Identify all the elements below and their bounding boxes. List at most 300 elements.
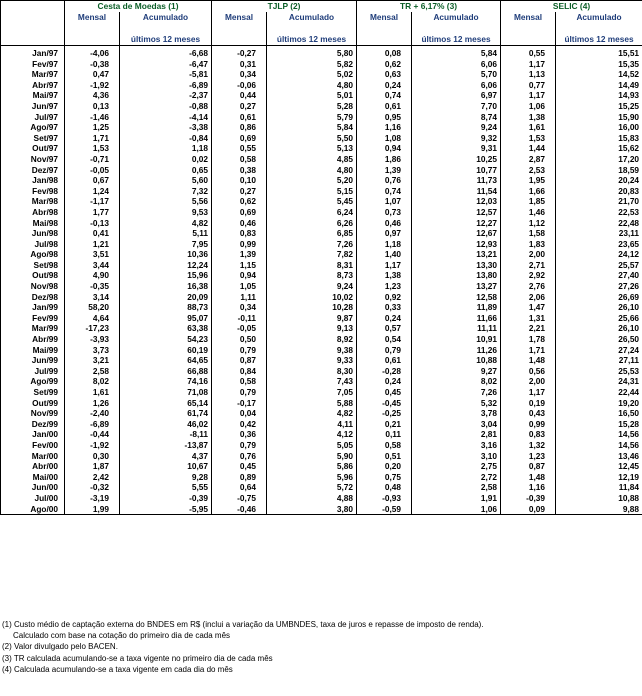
- mensal-value: 1,53: [501, 133, 556, 144]
- mensal-value: 1,31: [501, 313, 556, 324]
- month-label: Set/98: [1, 260, 65, 271]
- acumulado-value: 61,74: [120, 408, 212, 419]
- mensal-value: 3,14: [65, 292, 120, 303]
- acumulado-value: 5,50: [267, 133, 357, 144]
- acumulado-value: 9,24: [412, 122, 501, 133]
- mensal-value: 0,33: [357, 302, 412, 313]
- table-row: [1, 323, 642, 334]
- acumulado-value: 5,11: [120, 228, 212, 239]
- mensal-value: 1,16: [501, 482, 556, 493]
- acumulado-value: 14,52: [556, 69, 642, 80]
- acumulado-value: 10,88: [556, 493, 642, 504]
- acumulado-value: 9,31: [412, 143, 501, 154]
- mensal-value: 8,02: [65, 376, 120, 387]
- acumulado-value: 14,56: [556, 440, 642, 451]
- acumulado-value: -6,68: [120, 46, 212, 59]
- acumulado-value: 7,26: [412, 387, 501, 398]
- mensal-value: 0,61: [357, 355, 412, 366]
- month-label: Mai/99: [1, 345, 65, 356]
- acumulado-value: 22,53: [556, 207, 642, 218]
- mensal-value: 1,13: [501, 69, 556, 80]
- mensal-value: 1,61: [65, 387, 120, 398]
- acumulado-value: 64,65: [120, 355, 212, 366]
- table-row: [1, 355, 642, 366]
- table-row: [1, 239, 642, 250]
- mensal-value: -1,92: [65, 80, 120, 91]
- acumulado-value: 15,83: [556, 133, 642, 144]
- month-label: Abr/97: [1, 80, 65, 91]
- month-label: Ago/99: [1, 376, 65, 387]
- mensal-value: 2,00: [501, 249, 556, 260]
- group-header-cesta: Cesta de Moedas (1): [65, 1, 212, 13]
- table-row: [1, 281, 642, 292]
- table-body: [1, 46, 642, 515]
- mensal-value: 0,56: [501, 366, 556, 377]
- mensal-value: 0,21: [357, 419, 412, 430]
- mensal-value: -2,40: [65, 408, 120, 419]
- mensal-value: 0,86: [212, 122, 267, 133]
- acumulado-value: 9,24: [267, 281, 357, 292]
- acumulado-value: 5,55: [120, 482, 212, 493]
- table-row: [1, 59, 642, 70]
- acumulado-value: 60,19: [120, 345, 212, 356]
- acumulado-value: 5,84: [267, 122, 357, 133]
- mensal-value: 1,32: [501, 440, 556, 451]
- acumulado-value: 9,88: [556, 504, 642, 515]
- mensal-value: 0,64: [212, 482, 267, 493]
- mensal-value: -0,11: [212, 313, 267, 324]
- col-header-mensal: Mensal: [65, 12, 120, 23]
- acumulado-value: 4,37: [120, 451, 212, 462]
- mensal-value: 0,99: [212, 239, 267, 250]
- acumulado-value: 5,79: [267, 112, 357, 123]
- acumulado-value: 10,88: [412, 355, 501, 366]
- footnote-4: (4) Calculada acumulando-se a taxa vigente em cada dia do mês: [2, 664, 233, 674]
- acumulado-value: 0,65: [120, 165, 212, 176]
- acumulado-value: 3,10: [412, 451, 501, 462]
- mensal-value: -17,23: [65, 323, 120, 334]
- mensal-value: 0,55: [212, 143, 267, 154]
- acumulado-value: 9,27: [412, 366, 501, 377]
- mensal-value: 0,97: [357, 228, 412, 239]
- acumulado-value: 9,32: [412, 133, 501, 144]
- mensal-value: 0,09: [501, 504, 556, 515]
- mensal-value: 2,00: [501, 376, 556, 387]
- acumulado-value: 15,35: [556, 59, 642, 70]
- mensal-value: -0,46: [212, 504, 267, 515]
- mensal-value: 0,67: [65, 175, 120, 186]
- acumulado-value: 5,84: [412, 46, 501, 59]
- mensal-value: -0,39: [501, 493, 556, 504]
- acumulado-value: 20,09: [120, 292, 212, 303]
- acumulado-value: 6,85: [267, 228, 357, 239]
- acumulado-value: 14,93: [556, 90, 642, 101]
- mensal-value: 1,48: [501, 472, 556, 483]
- acumulado-value: 6,24: [267, 207, 357, 218]
- acumulado-value: 4,82: [120, 218, 212, 229]
- acumulado-value: 5,20: [267, 175, 357, 186]
- mensal-value: 1,11: [212, 292, 267, 303]
- acumulado-value: 5,60: [120, 175, 212, 186]
- acumulado-value: -13,87: [120, 440, 212, 451]
- mensal-value: 0,63: [357, 69, 412, 80]
- table-row: [1, 196, 642, 207]
- subheader-period-row: [1, 34, 642, 46]
- acumulado-value: 15,51: [556, 46, 642, 59]
- acumulado-value: 23,11: [556, 228, 642, 239]
- acumulado-value: -3,38: [120, 122, 212, 133]
- acumulado-value: 13,21: [412, 249, 501, 260]
- acumulado-value: 24,12: [556, 249, 642, 260]
- mensal-value: -0,27: [212, 46, 267, 59]
- mensal-value: 0,92: [357, 292, 412, 303]
- acumulado-value: 27,26: [556, 281, 642, 292]
- month-label: Jun/97: [1, 101, 65, 112]
- mensal-value: 1,38: [501, 112, 556, 123]
- acumulado-value: 16,38: [120, 281, 212, 292]
- mensal-value: 0,45: [212, 461, 267, 472]
- mensal-value: 1,05: [212, 281, 267, 292]
- mensal-value: 1,47: [501, 302, 556, 313]
- footnote-3: (3) TR calculada acumulando-se a taxa vigente no primeiro dia de cada mês: [2, 653, 273, 663]
- acumulado-value: 8,92: [267, 334, 357, 345]
- month-label: Jan/98: [1, 175, 65, 186]
- acumulado-value: 16,50: [556, 408, 642, 419]
- acumulado-value: 12,03: [412, 196, 501, 207]
- mensal-value: 4,90: [65, 270, 120, 281]
- table-row: [1, 165, 642, 176]
- acumulado-value: 66,88: [120, 366, 212, 377]
- mensal-value: 1,17: [501, 387, 556, 398]
- acumulado-value: 10,25: [412, 154, 501, 165]
- mensal-value: 1,95: [501, 175, 556, 186]
- month-label: Mar/97: [1, 69, 65, 80]
- acumulado-value: 11,26: [412, 345, 501, 356]
- acumulado-value: 1,06: [412, 504, 501, 515]
- mensal-value: 1,12: [501, 218, 556, 229]
- acumulado-value: 14,56: [556, 429, 642, 440]
- table-row: [1, 376, 642, 387]
- mensal-value: 4,36: [65, 90, 120, 101]
- table-row: [1, 154, 642, 165]
- acumulado-value: 5,45: [267, 196, 357, 207]
- table-row: [1, 461, 642, 472]
- mensal-value: 0,95: [357, 112, 412, 123]
- mensal-value: 1,83: [501, 239, 556, 250]
- month-label: Jun/00: [1, 482, 65, 493]
- mensal-value: 0,74: [357, 90, 412, 101]
- acumulado-value: 25,53: [556, 366, 642, 377]
- acumulado-value: -6,47: [120, 59, 212, 70]
- mensal-value: 0,62: [357, 59, 412, 70]
- mensal-value: 0,79: [212, 387, 267, 398]
- month-label: Dez/99: [1, 419, 65, 430]
- mensal-value: 0,10: [212, 175, 267, 186]
- mensal-value: 1,53: [65, 143, 120, 154]
- footnote-1: (1) Custo médio de captação externa do BNDES em R$ (inclui a variação da UMBNDES, taxa de juros e repasse de imposto de renda).: [2, 620, 484, 629]
- acumulado-value: 5,32: [412, 398, 501, 409]
- acumulado-value: -5,95: [120, 504, 212, 515]
- mensal-value: 0,42: [212, 419, 267, 430]
- mensal-value: 1,77: [65, 207, 120, 218]
- table-row: [1, 419, 642, 430]
- mensal-value: 0,36: [212, 429, 267, 440]
- mensal-value: 0,61: [212, 112, 267, 123]
- subheader-row: [1, 12, 642, 23]
- mensal-value: 3,21: [65, 355, 120, 366]
- month-label: Jun/98: [1, 228, 65, 239]
- mensal-value: 1,71: [65, 133, 120, 144]
- month-label: Nov/98: [1, 281, 65, 292]
- mensal-value: 0,04: [212, 408, 267, 419]
- acumulado-value: 5,13: [267, 143, 357, 154]
- acumulado-value: 12,45: [556, 461, 642, 472]
- month-label: Out/99: [1, 398, 65, 409]
- mensal-value: -0,75: [212, 493, 267, 504]
- mensal-value: 1,46: [501, 207, 556, 218]
- col-header-ultimos: últimos 12 meses: [120, 34, 212, 46]
- acumulado-value: 22,44: [556, 387, 642, 398]
- month-label: Mar/99: [1, 323, 65, 334]
- acumulado-value: 8,02: [412, 376, 501, 387]
- table-row: [1, 260, 642, 271]
- mensal-value: 0,58: [357, 440, 412, 451]
- table-row: [1, 482, 642, 493]
- acumulado-value: -0,84: [120, 133, 212, 144]
- acumulado-value: 74,16: [120, 376, 212, 387]
- mensal-value: -0,93: [357, 493, 412, 504]
- acumulado-value: 12,57: [412, 207, 501, 218]
- acumulado-value: 12,27: [412, 218, 501, 229]
- mensal-value: 0,27: [212, 186, 267, 197]
- mensal-value: 0,45: [357, 387, 412, 398]
- acumulado-value: 5,02: [267, 69, 357, 80]
- subheader-spacer-row: [1, 23, 642, 34]
- mensal-value: 2,92: [501, 270, 556, 281]
- month-label: Nov/97: [1, 154, 65, 165]
- table-row: [1, 133, 642, 144]
- corner-cell: [1, 12, 65, 23]
- month-label: Out/97: [1, 143, 65, 154]
- acumulado-value: 10,67: [120, 461, 212, 472]
- month-label: Set/99: [1, 387, 65, 398]
- acumulado-value: 10,28: [267, 302, 357, 313]
- mensal-value: -3,19: [65, 493, 120, 504]
- month-label: Mar/00: [1, 451, 65, 462]
- acumulado-value: 5,70: [412, 69, 501, 80]
- table-row: [1, 345, 642, 356]
- mensal-value: 1,87: [65, 461, 120, 472]
- month-label: Dez/98: [1, 292, 65, 303]
- acumulado-value: 4,82: [267, 408, 357, 419]
- mensal-value: 0,43: [501, 408, 556, 419]
- month-label: Ago/97: [1, 122, 65, 133]
- mensal-value: 1,39: [357, 165, 412, 176]
- acumulado-value: 0,02: [120, 154, 212, 165]
- acumulado-value: 13,30: [412, 260, 501, 271]
- month-label: Jun/99: [1, 355, 65, 366]
- acumulado-value: 27,40: [556, 270, 642, 281]
- mensal-value: -3,93: [65, 334, 120, 345]
- acumulado-value: 4,11: [267, 419, 357, 430]
- mensal-value: -0,25: [357, 408, 412, 419]
- mensal-value: 1,06: [501, 101, 556, 112]
- mensal-value: 58,20: [65, 302, 120, 313]
- mensal-value: 4,64: [65, 313, 120, 324]
- mensal-value: 0,58: [212, 376, 267, 387]
- mensal-value: 0,24: [357, 313, 412, 324]
- mensal-value: 0,50: [212, 334, 267, 345]
- table-row: [1, 408, 642, 419]
- mensal-value: 1,48: [501, 355, 556, 366]
- col-header-acumulado: Acumulado: [412, 12, 501, 23]
- acumulado-value: 5,80: [267, 46, 357, 59]
- month-label: Set/97: [1, 133, 65, 144]
- mensal-value: 0,34: [212, 302, 267, 313]
- table-row: [1, 440, 642, 451]
- mensal-value: -0,71: [65, 154, 120, 165]
- acumulado-value: 8,74: [412, 112, 501, 123]
- mensal-value: 1,71: [501, 345, 556, 356]
- mensal-value: 0,44: [212, 90, 267, 101]
- mensal-value: 1,16: [357, 122, 412, 133]
- corner-cell: [1, 1, 65, 13]
- acumulado-value: 10,02: [267, 292, 357, 303]
- mensal-value: 1,07: [357, 196, 412, 207]
- acumulado-value: 5,88: [267, 398, 357, 409]
- table-row: [1, 46, 642, 59]
- table-row: [1, 101, 642, 112]
- acumulado-value: 5,15: [267, 186, 357, 197]
- mensal-value: -0,38: [65, 59, 120, 70]
- acumulado-value: 8,30: [267, 366, 357, 377]
- table-row: [1, 186, 642, 197]
- month-label: Jul/98: [1, 239, 65, 250]
- mensal-value: 1,18: [357, 239, 412, 250]
- acumulado-value: 12,93: [412, 239, 501, 250]
- table-row: [1, 112, 642, 123]
- acumulado-value: 71,08: [120, 387, 212, 398]
- mensal-value: 1,85: [501, 196, 556, 207]
- mensal-value: 1,78: [501, 334, 556, 345]
- mensal-value: 2,06: [501, 292, 556, 303]
- acumulado-value: 26,10: [556, 302, 642, 313]
- mensal-value: 0,87: [501, 461, 556, 472]
- mensal-value: 1,86: [357, 154, 412, 165]
- acumulado-value: 16,00: [556, 122, 642, 133]
- acumulado-value: 4,85: [267, 154, 357, 165]
- month-label: Jan/97: [1, 46, 65, 59]
- table-row: [1, 387, 642, 398]
- acumulado-value: 95,07: [120, 313, 212, 324]
- acumulado-value: 10,36: [120, 249, 212, 260]
- col-header-ultimos: últimos 12 meses: [412, 34, 501, 46]
- acumulado-value: 15,62: [556, 143, 642, 154]
- mensal-value: -1,17: [65, 196, 120, 207]
- month-label: Fev/99: [1, 313, 65, 324]
- mensal-value: 0,24: [357, 376, 412, 387]
- mensal-value: 1,66: [501, 186, 556, 197]
- month-label: Abr/98: [1, 207, 65, 218]
- group-header-tr: TR + 6,17% (3): [357, 1, 501, 13]
- mensal-value: 3,51: [65, 249, 120, 260]
- mensal-value: 0,57: [357, 323, 412, 334]
- mensal-value: 0,87: [212, 355, 267, 366]
- mensal-value: 0,30: [65, 451, 120, 462]
- acumulado-value: 9,13: [267, 323, 357, 334]
- mensal-value: -6,89: [65, 419, 120, 430]
- acumulado-value: 5,05: [267, 440, 357, 451]
- mensal-value: 1,58: [501, 228, 556, 239]
- table-row: [1, 472, 642, 483]
- mensal-value: 0,84: [212, 366, 267, 377]
- acumulado-value: 11,84: [556, 482, 642, 493]
- mensal-value: 2,76: [501, 281, 556, 292]
- acumulado-value: 24,31: [556, 376, 642, 387]
- acumulado-value: 65,14: [120, 398, 212, 409]
- table-row: [1, 175, 642, 186]
- mensal-value: 1,17: [501, 59, 556, 70]
- col-header-acumulado: Acumulado: [120, 12, 212, 23]
- table-row: [1, 69, 642, 80]
- mensal-value: 2,21: [501, 323, 556, 334]
- mensal-value: 0,54: [357, 334, 412, 345]
- acumulado-value: 10,77: [412, 165, 501, 176]
- acumulado-value: -4,14: [120, 112, 212, 123]
- acumulado-value: -6,89: [120, 80, 212, 91]
- table-row: [1, 249, 642, 260]
- mensal-value: 2,71: [501, 260, 556, 271]
- month-label: Out/98: [1, 270, 65, 281]
- mensal-value: -1,92: [65, 440, 120, 451]
- mensal-value: 0,62: [212, 196, 267, 207]
- mensal-value: 1,23: [501, 451, 556, 462]
- mensal-value: -4,06: [65, 46, 120, 59]
- col-header-mensal: Mensal: [501, 12, 556, 23]
- mensal-value: 1,21: [65, 239, 120, 250]
- mensal-value: 0,79: [357, 345, 412, 356]
- footnote-2: (2) Valor divulgado pelo BACEN.: [2, 642, 118, 652]
- mensal-value: 1,99: [65, 504, 120, 515]
- acumulado-value: 3,04: [412, 419, 501, 430]
- acumulado-value: 11,89: [412, 302, 501, 313]
- mensal-value: 0,69: [212, 207, 267, 218]
- acumulado-value: 9,28: [120, 472, 212, 483]
- mensal-value: 0,83: [212, 228, 267, 239]
- mensal-value: 0,83: [501, 429, 556, 440]
- mensal-value: 2,53: [501, 165, 556, 176]
- mensal-value: -0,05: [65, 165, 120, 176]
- acumulado-value: 10,91: [412, 334, 501, 345]
- mensal-value: 1,08: [357, 133, 412, 144]
- acumulado-value: 14,49: [556, 80, 642, 91]
- acumulado-value: 22,48: [556, 218, 642, 229]
- table-row: [1, 270, 642, 281]
- mensal-value: -1,46: [65, 112, 120, 123]
- mensal-value: -0,17: [212, 398, 267, 409]
- table-row: [1, 292, 642, 303]
- table-row: [1, 429, 642, 440]
- table-row: [1, 80, 642, 91]
- table-row: [1, 493, 642, 504]
- mensal-value: 0,75: [357, 472, 412, 483]
- acumulado-value: 5,28: [267, 101, 357, 112]
- mensal-value: 0,61: [357, 101, 412, 112]
- group-header-row: [1, 1, 642, 13]
- month-label: Jul/99: [1, 366, 65, 377]
- mensal-value: 1,15: [212, 260, 267, 271]
- month-label: Ago/00: [1, 504, 65, 515]
